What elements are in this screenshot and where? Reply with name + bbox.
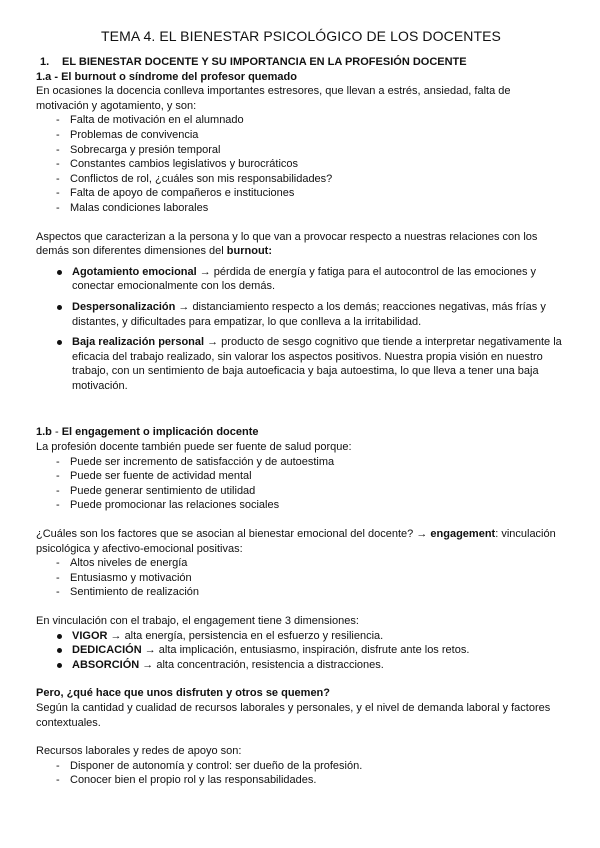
dimension-text: → pérdida de energía y fatiga para el autocontrol de las emociones y conectar emocionalmente con los demás. — [72, 265, 537, 293]
list-item: - Puede ser incremento de satisfacción y de autoestima — [36, 455, 566, 470]
burnout-dimensions-list — [36, 265, 566, 394]
burnout-intro: En ocasiones la docencia conlleva importantes estresores, que llevan a estrés, ansiedad, falta de motivación y agotamiento, y son: — [36, 85, 511, 112]
engagement-intro: La profesión docente también puede ser fuente de salud porque: — [36, 441, 352, 454]
subsection-a-heading: 1.a - El burnout o síndrome del profesor quemado — [36, 70, 297, 83]
list-item: - Disponer de autonomía y control: ser dueño de la profesión. — [36, 759, 566, 774]
dimensions-intro: En vinculación con el trabajo, el engagement tiene 3 dimensiones: — [36, 615, 359, 627]
section-number: 1. — [40, 56, 50, 68]
dimension-text: → producto de sesgo cognitivo que tiende a interpretar negativamente la eficacia del trabajo realizado, sin valorar los aspectos positivos. Nuestra propia visión en nuestro trabajo, con un sentimiento de baja autoeficacia y baja autoestima, lo que lleva a tener una baja motivación. — [72, 336, 562, 392]
bullet-icon — [57, 634, 62, 639]
dimension-text: → distanciamiento respecto a los demás; reacciones negativas, más frías y distantes, y dificultades para empatizar, lo que conlleva a la irritabilidad. — [72, 300, 546, 328]
dimension-term: Despersonalización — [72, 300, 176, 313]
resources-intro: Recursos laborales y redes de apoyo son: — [36, 745, 242, 758]
list-item — [36, 265, 566, 294]
dimension-term: DEDICACIÓN — [72, 644, 142, 657]
subsection-b-heading: 1.b - El engagement o implicación docente — [36, 426, 259, 439]
dimension-text: → alta implicación, entusiasmo, inspiración, disfrute ante los retos. — [141, 644, 470, 657]
list-item: - Constantes cambios legislativos y burocráticos — [36, 157, 566, 172]
aspects-intro: Aspectos que caracterizan a la persona y lo que van a provocar respecto a nuestras relaciones con los demás son diferentes dimensiones del burnout: — [36, 230, 538, 258]
key-answer: Según la cantidad y cualidad de recursos laborales y personales, y el nivel de demanda laboral y factores contextuales. — [36, 701, 551, 729]
bullet-icon — [57, 663, 62, 668]
section-title: EL BIENESTAR DOCENTE Y SU IMPORTANCIA EN LA PROFESIÓN DOCENTE — [62, 56, 467, 68]
document-page — [36, 27, 566, 788]
dimension-term: VIGOR — [72, 629, 108, 642]
key-question: Pero, ¿qué hace que unos disfruten y otros se quemen? — [36, 687, 330, 700]
list-item: - Conflictos de rol, ¿cuáles son mis responsabilidades? — [36, 172, 566, 187]
bullet-icon — [57, 305, 62, 310]
list-item: - Puede ser fuente de actividad mental — [36, 469, 566, 484]
list-item: - Problemas de convivencia — [36, 128, 566, 143]
list-item: - Sobrecarga y presión temporal — [36, 143, 566, 158]
factors-question: ¿Cuáles son los factores que se asocian al bienestar emocional del docente? → engagement: vinculación psicológica y afectivo-emocional positivas: — [36, 528, 556, 555]
resources-list — [36, 759, 566, 788]
list-item — [36, 643, 566, 658]
bullet-icon — [57, 340, 62, 345]
dimension-term: Agotamiento emocional — [72, 265, 197, 278]
bullet-icon — [57, 648, 62, 653]
list-item: - Entusiasmo y motivación — [36, 571, 566, 586]
list-item: - Conocer bien el propio rol y las responsabilidades. — [36, 773, 566, 788]
dimension-term: ABSORCIÓN — [72, 658, 140, 671]
list-item — [36, 629, 566, 644]
reasons-list — [36, 455, 566, 513]
list-item: - Sentimiento de realización — [36, 585, 566, 600]
list-item: - Falta de motivación en el alumnado — [36, 113, 566, 128]
bullet-icon — [57, 270, 62, 275]
list-item: - Puede generar sentimiento de utilidad — [36, 484, 566, 499]
dimension-text: → alta concentración, resistencia a distracciones. — [139, 658, 384, 671]
list-item: - Falta de apoyo de compañeros e instituciones — [36, 186, 566, 201]
burnout-term: burnout: — [226, 245, 272, 258]
section-heading — [36, 55, 566, 70]
engagement-dimensions-list — [36, 629, 566, 673]
dimension-term: Baja realización personal — [72, 336, 205, 349]
dimension-text: → alta energía, persistencia en el esfuerzo y resiliencia. — [107, 629, 384, 642]
engagement-term: engagement — [430, 528, 496, 541]
page-title: TEMA 4. EL BIENESTAR PSICOLÓGICO DE LOS DOCENTES — [100, 28, 501, 44]
list-item — [36, 300, 566, 329]
list-item — [36, 335, 566, 393]
list-item: - Malas condiciones laborales — [36, 201, 566, 216]
list-item — [36, 658, 566, 673]
stressor-list — [36, 113, 566, 215]
list-item: - Puede promocionar las relaciones sociales — [36, 498, 566, 513]
list-item: - Altos niveles de energía — [36, 556, 566, 571]
factors-list — [36, 556, 566, 600]
